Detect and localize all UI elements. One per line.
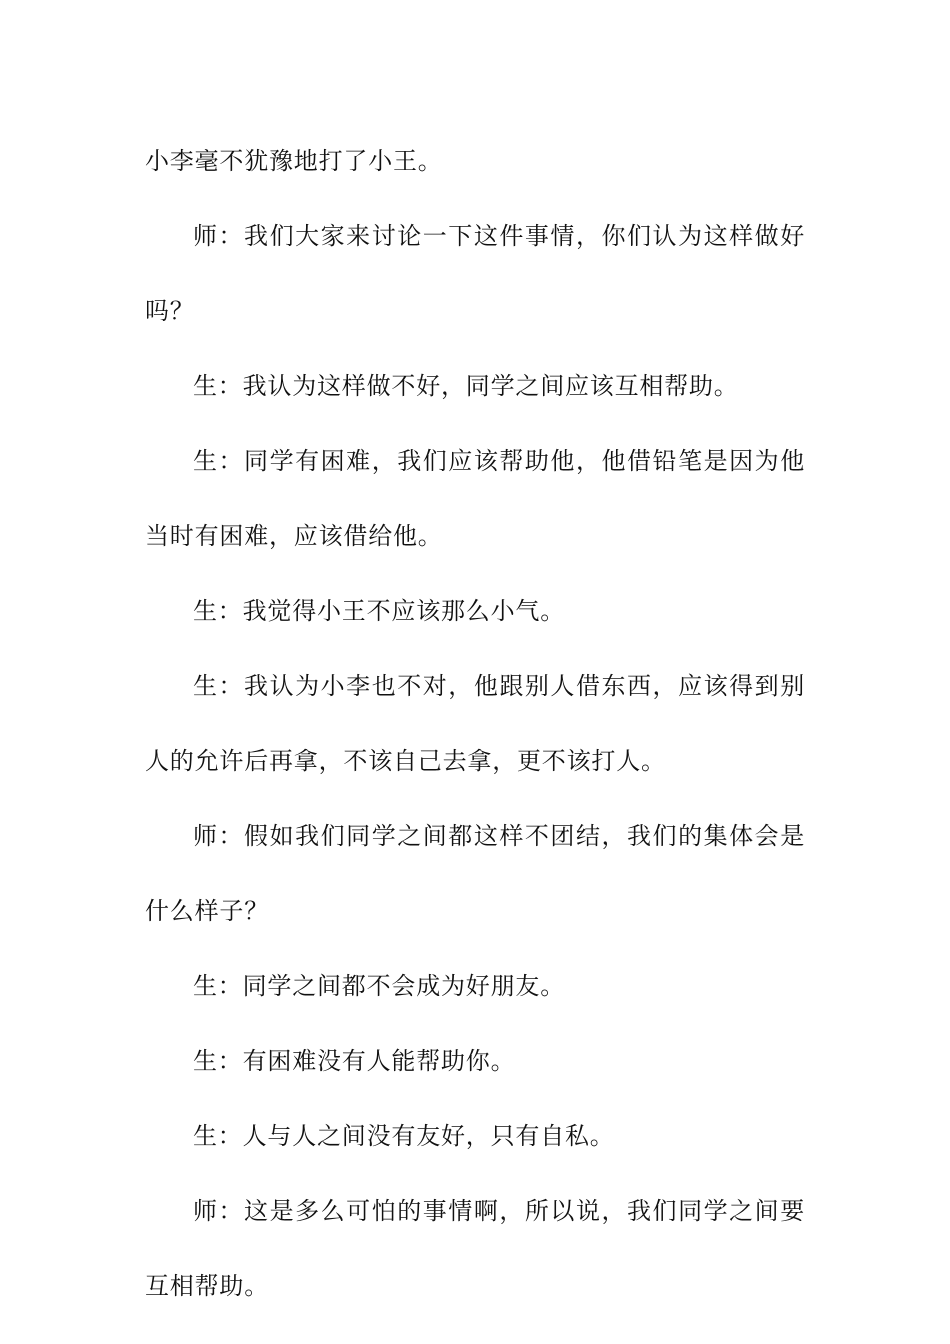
paragraph-student-reply: 生：我认为这样做不好，同学之间应该互相帮助。 <box>193 372 739 400</box>
paragraph-teacher-question: 师：我们大家来讨论一下这件事情，你们认为这样做好吗？ <box>145 222 805 325</box>
paragraph-student-reply: 生：有困难没有人能帮助你。 <box>193 1047 516 1075</box>
paragraph-student-reply: 生：同学之间都不会成为好朋友。 <box>193 972 565 1000</box>
paragraph-student-reply: 生：人与人之间没有友好，只有自私。 <box>193 1122 615 1150</box>
paragraph-teacher-question: 师：假如我们同学之间都这样不团结，我们的集体会是什么样子？ <box>145 822 805 925</box>
paragraph-teacher-conclusion: 师：这是多么可怕的事情啊，所以说，我们同学之间要互相帮助。 <box>145 1197 805 1300</box>
paragraph-student-reply: 生：我认为小李也不对，他跟别人借东西，应该得到别人的允许后再拿，不该自己去拿，更不该打人。 <box>145 672 805 775</box>
paragraph-continuation: 小李毫不犹豫地打了小王。 <box>145 147 443 175</box>
paragraph-student-reply: 生：同学有困难，我们应该帮助他，他借铅笔是因为他当时有困难，应该借给他。 <box>145 447 805 550</box>
document-body <box>145 124 805 1324</box>
paragraph-student-reply: 生：我觉得小王不应该那么小气。 <box>193 597 565 625</box>
